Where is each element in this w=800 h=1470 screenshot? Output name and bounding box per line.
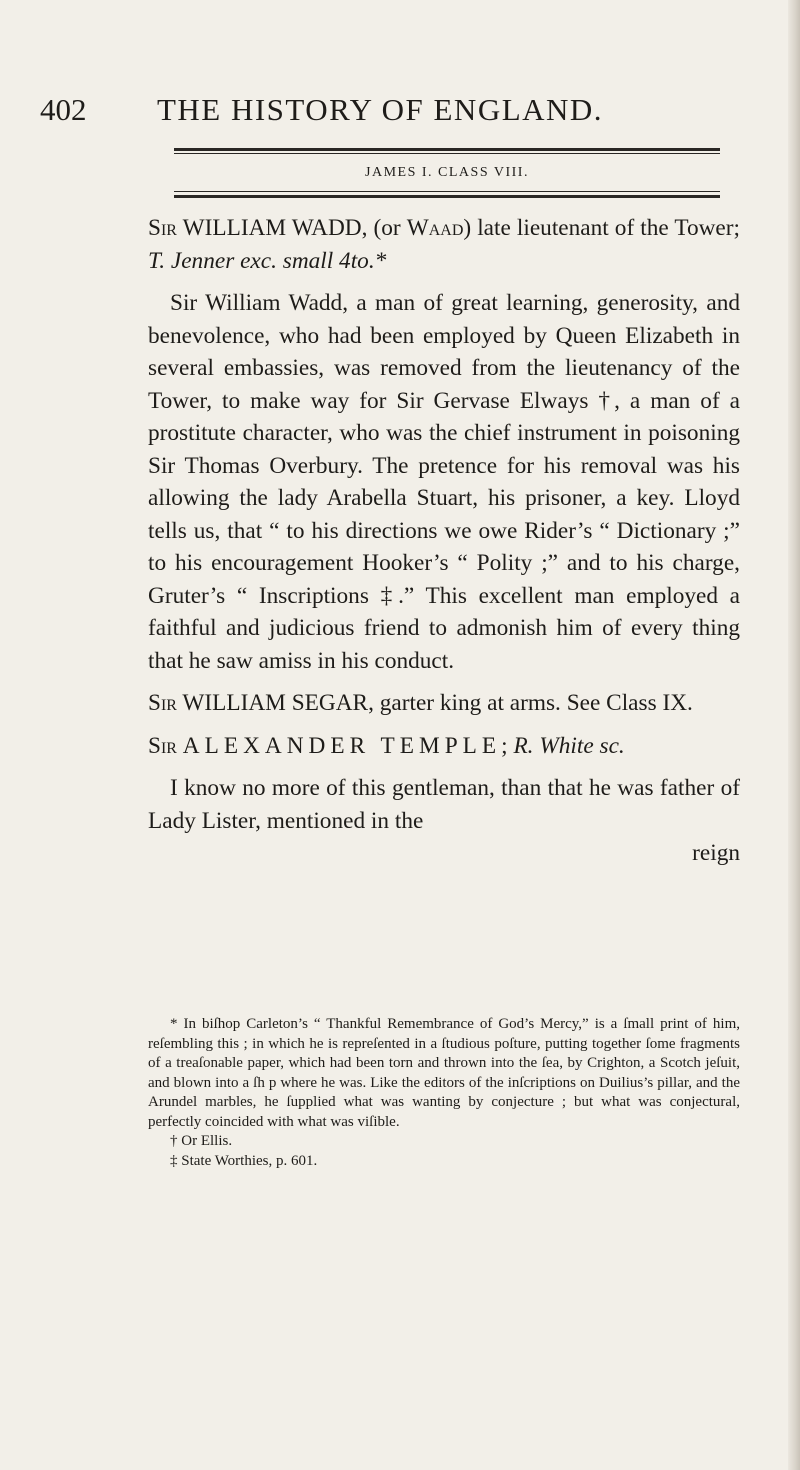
honorific: Sir — [148, 215, 177, 241]
header-rule-top — [174, 148, 720, 151]
engraver-credit: T. Jenner exc. small 4to.* — [148, 247, 387, 274]
entry-heading-waad — [148, 212, 740, 277]
honorific: Sir — [148, 690, 177, 716]
honorific: Sir — [148, 732, 177, 759]
entry-heading-temple — [148, 730, 740, 763]
running-header — [40, 92, 760, 142]
header-rule-top-thin — [174, 153, 720, 154]
page-edge-shadow — [788, 0, 800, 1470]
entry-name: WILLIAM WADD, (or — [182, 215, 407, 241]
body-text — [148, 212, 740, 880]
running-title: THE HISTORY OF ENGLAND. — [156, 92, 604, 127]
entry-name: WILLIAM SEGAR — [182, 690, 369, 716]
section-label: JAMES I. CLASS VIII. — [365, 165, 529, 180]
entry-heading-segar — [148, 687, 740, 720]
entry-title: ) late lieutenant of the Tower; — [463, 215, 740, 241]
alt-name: Waad — [406, 215, 464, 241]
entry-name: ALEXANDER TEMPLE — [182, 732, 502, 759]
page-number: 402 — [40, 92, 87, 127]
paragraph-temple: I know no more of this gentleman, than that he was father of Lady Lister, mentioned in the — [148, 775, 740, 834]
footnote-double-dagger: ‡ State Worthies, p. 601. — [170, 1152, 318, 1169]
footnotes — [148, 1015, 740, 1171]
footnote-star: * In biſhop Carleton’s “ Thankful Remembrance of God’s Mercy,” is a ſmall print of him, reſembling this ; in which he is repreſented in a ſtudious poſture, putting together ſome fragments of a treaſonable paper, which had been torn and thrown into the ſea, by Crighton, a Scotch jeſuit, and blown into a ſh p where he was. Like the editors of the inſcriptions on Duilius’s pillar, and the Arundel marbles, he ſupplied what was wanting by conjecture ; but what was conjectural, perfectly coincided with what was viſible. — [148, 1016, 740, 1130]
engraver-credit: R. White sc. — [513, 732, 625, 759]
header-rule-bottom-thin — [174, 191, 720, 192]
catchword: reign — [692, 840, 740, 866]
paragraph-waad: Sir William Wadd, a man of great learning, generosity, and benevolence, who had been employed by Queen Elizabeth in several embassies, was removed from the lieutenancy of the Tower, to make way for Sir Gervase Elways †, a man of a prostitute character, who was the chief instrument in poisoning Sir Thomas Overbury. The pretence for his removal was his allowing the lady Arabella Stuart, his prisoner, a key. Lloyd tells us, that “ to his directions we owe Rider’s “ Dictionary ;” to his encouragement Hooker’s “ Polity ;” and to his charge, Gruter’s “ Inscriptions ‡.” This excellent man employed a faithful and judicious friend to admonish him of every thing that he saw amiss in his conduct. — [148, 290, 740, 674]
footnote-dagger: † Or Ellis. — [170, 1133, 233, 1149]
separator: ; — [501, 732, 514, 759]
entry-title: , garter king at arms. See Class IX. — [368, 690, 693, 716]
header-rule-bottom — [174, 195, 720, 198]
